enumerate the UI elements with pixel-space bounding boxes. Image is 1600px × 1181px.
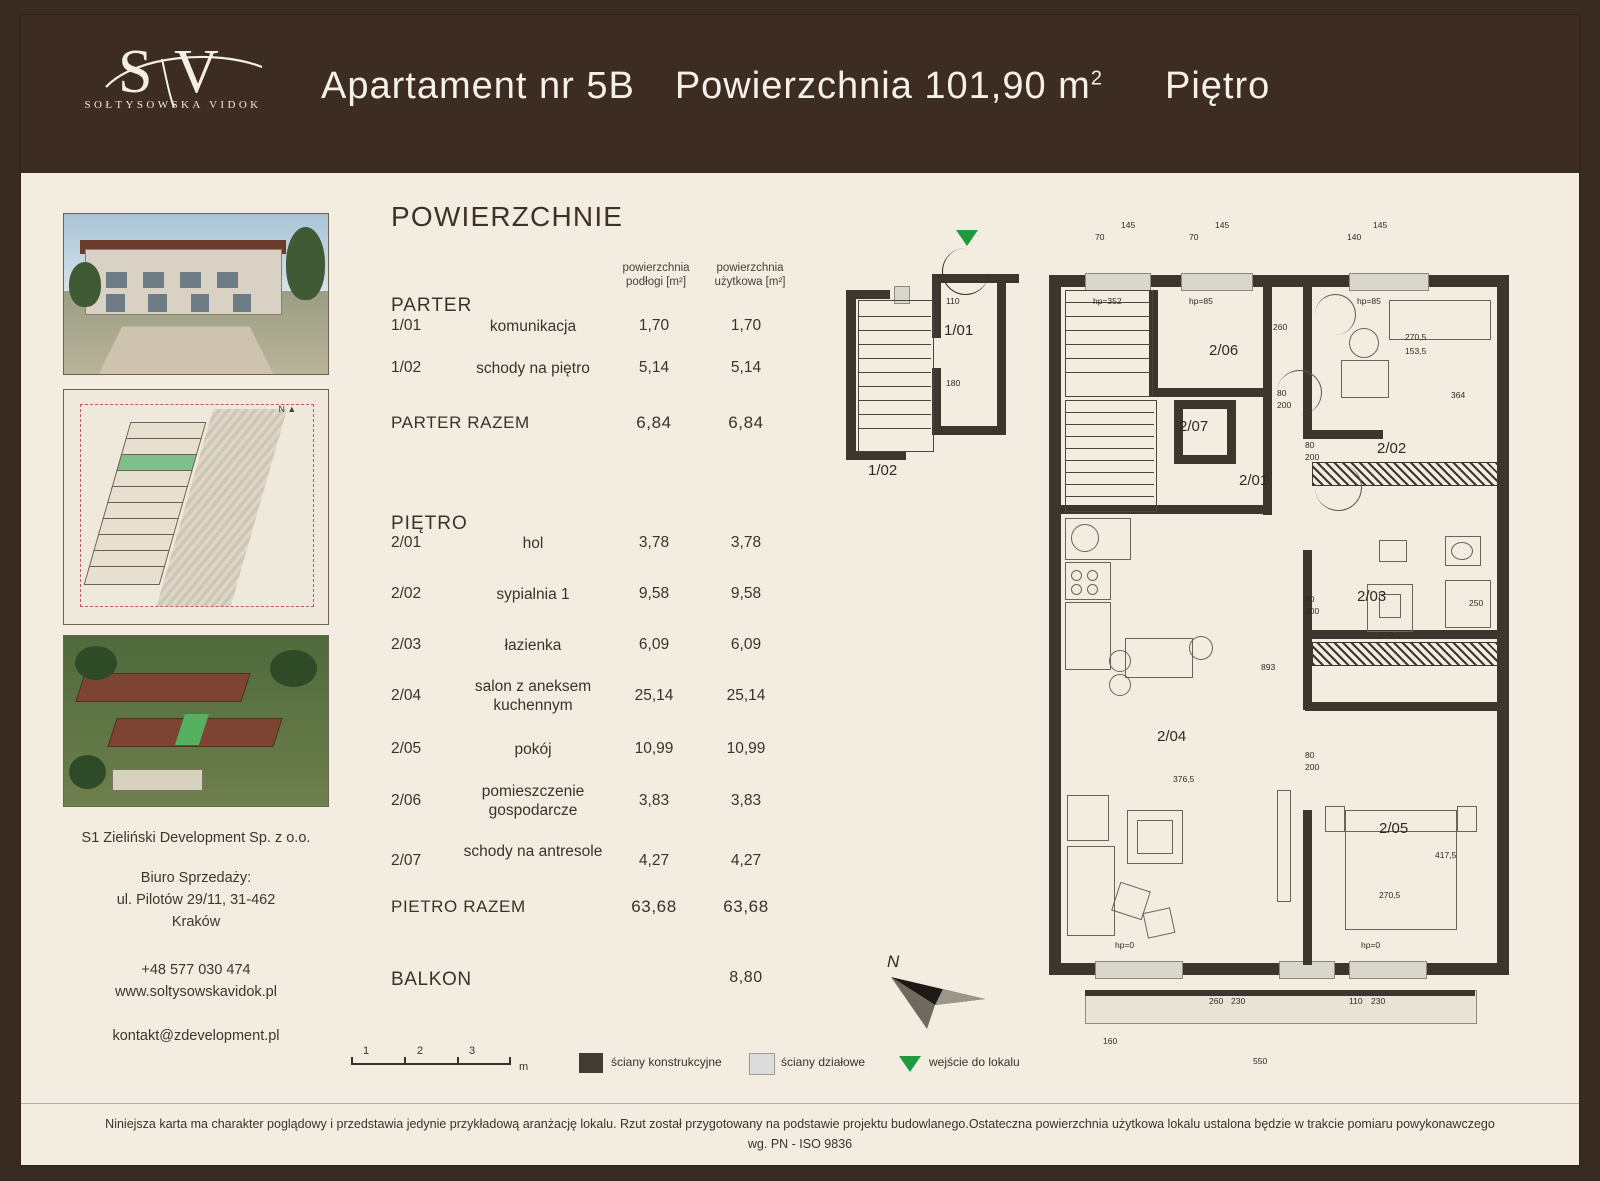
room-floor-area: 25,14 (634, 687, 674, 704)
dimension-200-c: 200 (1305, 606, 1320, 616)
room-usable-area: 5,14 (730, 359, 762, 376)
room-code: 2/05 (391, 740, 422, 757)
legend-label-structural: ściany konstrukcyjne (611, 1055, 722, 1069)
dimension-145-c: 145 (1373, 220, 1388, 230)
dimension-160: 160 (1103, 1036, 1118, 1046)
room-code: 2/01 (391, 534, 422, 551)
legend-label-entrance: wejście do lokalu (929, 1055, 1020, 1069)
svg-text:S: S (118, 38, 153, 106)
room-floor-area: 5,14 (638, 359, 670, 376)
area-value: 101,90 m (924, 65, 1091, 107)
company-phone[interactable]: +48 577 030 474 (141, 962, 251, 978)
footer-line-2: wg. PN - ISO 9836 (747, 1137, 853, 1151)
dimension-200-d: 200 (1305, 762, 1320, 772)
dimension-145-a: 145 (1121, 220, 1136, 230)
room-floor-area: 10,99 (634, 740, 674, 757)
site-north-arrow: N ▲ (278, 404, 297, 415)
header-bar (21, 15, 1579, 173)
room-floor-area: 3,78 (638, 534, 670, 551)
dimension-550: 550 (1253, 1056, 1268, 1066)
legend-label-partition: ściany działowe (781, 1055, 866, 1069)
areas-table-title: POWIERZCHNIE (391, 201, 624, 232)
floor-plan-upper[interactable] (1049, 220, 1509, 1066)
company-website[interactable]: www.soltysowskavidok.pl (115, 984, 277, 1000)
company-logo (66, 37, 281, 149)
room-floor-area: 4,27 (638, 852, 670, 869)
apartment-label: Apartament nr 5B (321, 65, 635, 107)
room-code: 2/06 (391, 792, 422, 809)
dimension-270-5-c: 270,5 (1379, 890, 1401, 900)
dimension-260-b: 260 (1209, 996, 1224, 1006)
room-name: łazienka (504, 637, 562, 654)
legend-swatch-structural (579, 1053, 603, 1073)
dimension-hp85-a: hp=85 (1189, 296, 1213, 306)
svg-text:V: V (174, 38, 219, 106)
dimension-hp0-a: hp=0 (1115, 940, 1135, 950)
total-parter-floor: 6,84 (636, 413, 672, 432)
legend-swatch-partition (749, 1053, 775, 1075)
area-label: Powierzchnia (674, 65, 913, 107)
room-usable-area: 25,14 (726, 687, 766, 704)
room-name: hol (522, 535, 544, 552)
room-code: 1/01 (391, 317, 422, 334)
dimension-364: 364 (1451, 390, 1466, 400)
dimension-260: 260 (1273, 322, 1288, 332)
room-label-2-07: 2/07 (1179, 418, 1209, 435)
company-name: S1 Zieliński Development Sp. z o.o. (81, 830, 311, 846)
room-floor-area: 1,70 (638, 317, 670, 334)
room-code: 1/02 (391, 359, 422, 376)
footer-line-1: Niniejsza karta ma charakter poglądowy i przedstawia jedynie przykładową aranżację lokalu. Rzut został przygotowany na podstawie projektu budowlanego.Ostateczna powierzchnia użytkowa lokalu ustalona będzie w trakcie pomiaru powykonawczego (105, 1117, 1495, 1131)
room-floor-area: 3,83 (638, 792, 670, 809)
room-label-2-06: 2/06 (1209, 342, 1239, 359)
scale-tick-3: 3 (469, 1045, 476, 1057)
company-email[interactable]: kontakt@zdevelopment.pl (112, 1028, 280, 1044)
entrance-marker-icon (956, 230, 978, 246)
dimension-230-b: 230 (1371, 996, 1386, 1006)
room-name: schody na antresole (463, 843, 603, 860)
areas-table (391, 201, 811, 990)
room-name: sypialnia 1 (496, 586, 570, 603)
total-pietro-floor: 63,68 (631, 897, 677, 916)
dimension-80-c: 80 (1305, 594, 1315, 604)
ground-floor-inset (846, 230, 1036, 480)
area-unit-exponent: 2 (1090, 67, 1103, 90)
section-pietro-title: PIĘTRO (391, 513, 468, 534)
dimension-140: 140 (1347, 232, 1362, 242)
dimension-110-b: 110 (1349, 996, 1363, 1006)
dimension-80-a: 80 (1277, 388, 1287, 398)
dimension-70-a: 70 (1095, 232, 1105, 242)
office-label: Biuro Sprzedaży: (140, 870, 252, 886)
plan-sheet (20, 14, 1580, 1166)
total-parter-usable: 6,84 (728, 413, 764, 432)
balkon-label: BALKON (391, 969, 472, 990)
room-usable-area: 3,78 (730, 534, 762, 551)
dimension-80-d: 80 (1305, 750, 1315, 760)
dimension-110: 110 (946, 296, 960, 306)
compass-rose (881, 945, 1011, 1035)
room-usable-area: 10,99 (726, 740, 766, 757)
room-label-2-05: 2/05 (1379, 820, 1409, 837)
dimension-376-5: 376,5 (1173, 774, 1195, 784)
room-code: 2/04 (391, 687, 422, 704)
room-name: salon z aneksem kuchennym (474, 678, 592, 714)
room-usable-area: 3,83 (730, 792, 762, 809)
page-title (321, 65, 1270, 108)
column-header-floor-area: powierzchnia podłogi [m²] (622, 262, 690, 288)
room-floor-area: 9,58 (638, 585, 670, 602)
svg-text:N: N (887, 952, 900, 971)
dimension-145-b: 145 (1215, 220, 1230, 230)
room-name: komunikacja (489, 318, 577, 335)
room-code: 2/07 (391, 852, 422, 869)
company-address-line1: ul. Pilotów 29/11, 31-462 (116, 892, 276, 908)
room-usable-area: 9,58 (730, 585, 762, 602)
room-label-1-02: 1/02 (868, 462, 898, 479)
room-label-1-01: 1/01 (944, 322, 974, 339)
dimension-hp85-b: hp=85 (1357, 296, 1381, 306)
room-code: 2/03 (391, 636, 422, 653)
room-floor-area: 6,09 (638, 636, 670, 653)
dimension-200-a: 200 (1277, 400, 1292, 410)
company-address-line2: Kraków (171, 914, 221, 930)
company-info (41, 827, 351, 1047)
dimension-893: 893 (1261, 662, 1276, 672)
room-usable-area: 4,27 (730, 852, 762, 869)
room-usable-area: 1,70 (730, 317, 762, 334)
balkon-usable: 8,80 (729, 969, 763, 986)
room-label-2-01: 2/01 (1239, 472, 1269, 489)
room-usable-area: 6,09 (730, 636, 762, 653)
room-name: pomieszczenie gospodarcze (481, 783, 585, 819)
thumbnail-site-plan[interactable] (63, 389, 329, 625)
logo-text: SOŁTYSOWSKA VIDOK (84, 99, 262, 111)
room-code: 2/02 (391, 585, 422, 602)
dimension-80-b: 80 (1305, 440, 1315, 450)
dimension-270-5-a: 270,5 (1405, 332, 1427, 342)
scale-bar (351, 1045, 541, 1079)
floor-label: Piętro (1164, 65, 1271, 107)
dimension-417-5: 417,5 (1435, 850, 1457, 860)
dimension-hp0-b: hp=0 (1361, 940, 1381, 950)
dimension-hp352: hp=352 (1093, 296, 1122, 306)
total-pietro-label: PIETRO RAZEM (391, 897, 526, 916)
dimension-70-b: 70 (1189, 232, 1199, 242)
room-label-2-02: 2/02 (1377, 440, 1407, 457)
total-parter-label: PARTER RAZEM (391, 413, 530, 432)
room-label-2-03: 2/03 (1357, 588, 1387, 605)
floor-plan[interactable] (821, 200, 1561, 1080)
room-name: pokój (514, 741, 552, 758)
room-label-2-04: 2/04 (1157, 728, 1187, 745)
column-header-usable-area: powierzchnia użytkowa [m²] (714, 262, 786, 288)
room-name: schody na piętro (476, 360, 590, 377)
dimension-180: 180 (946, 378, 961, 388)
thumbnail-aerial-view[interactable] (63, 635, 329, 807)
scale-tick-1: 1 (363, 1045, 370, 1057)
thumbnail-building-render[interactable] (63, 213, 329, 375)
dimension-230-a: 230 (1231, 996, 1246, 1006)
scale-tick-2: 2 (417, 1045, 424, 1057)
total-pietro-usable: 63,68 (723, 897, 769, 916)
footer-disclaimer (21, 1103, 1579, 1165)
dimension-270-5-b: 270,5 (1379, 630, 1401, 640)
scale-unit: m (519, 1061, 529, 1073)
dimension-250: 250 (1469, 598, 1484, 608)
dimension-200-b: 200 (1305, 452, 1320, 462)
section-parter-title: PARTER (391, 295, 473, 316)
dimension-153-5: 153,5 (1405, 346, 1427, 356)
